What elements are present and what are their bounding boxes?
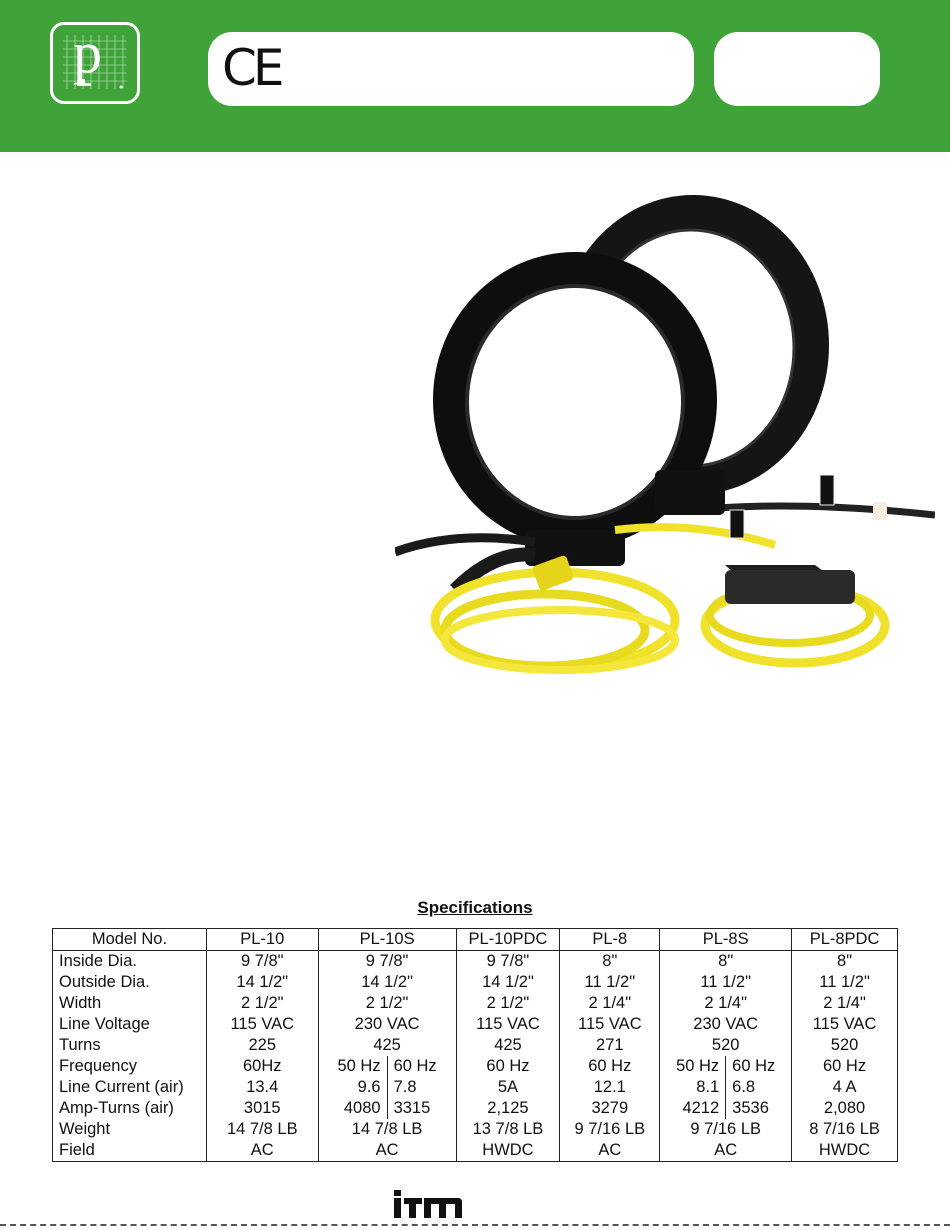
table-cell: 60 Hz xyxy=(560,1056,660,1077)
table-row xyxy=(53,1098,898,1119)
split-value-right: 3536 xyxy=(732,1099,769,1117)
table-cell: 2,080 xyxy=(792,1098,898,1119)
table-cell: 2 1/2" xyxy=(456,993,560,1014)
column-header: PL-8S xyxy=(660,929,792,951)
table-cell: 9 7/16 LB xyxy=(560,1119,660,1140)
ce-mark: CE xyxy=(222,39,281,97)
table-cell: 8" xyxy=(560,951,660,973)
table-cell: 11 1/2" xyxy=(560,972,660,993)
table-cell: 2 1/4" xyxy=(660,993,792,1014)
table-cell: 520 xyxy=(660,1035,792,1056)
table-cell: AC xyxy=(560,1140,660,1162)
row-label: Weight xyxy=(53,1119,207,1140)
table-cell: 271 xyxy=(560,1035,660,1056)
table-cell: 2 1/2" xyxy=(206,993,318,1014)
row-label: Line Voltage xyxy=(53,1014,207,1035)
split-value-right: 60 Hz xyxy=(732,1057,776,1075)
table-row xyxy=(53,951,898,973)
table-cell: 9 7/16 LB xyxy=(660,1119,792,1140)
table-cell: 115 VAC xyxy=(456,1014,560,1035)
product-photo xyxy=(395,170,935,730)
row-label: Frequency xyxy=(53,1056,207,1077)
table-row xyxy=(53,972,898,993)
table-cell: 3279 xyxy=(560,1098,660,1119)
column-header: PL-8PDC xyxy=(792,929,898,951)
row-label: Turns xyxy=(53,1035,207,1056)
company-logo xyxy=(50,22,140,104)
table-cell: 230 VAC xyxy=(318,1014,456,1035)
table-cell: HWDC xyxy=(456,1140,560,1162)
table-row xyxy=(53,1035,898,1056)
specifications-title: Specifications xyxy=(417,898,533,917)
column-header: PL-10S xyxy=(318,929,456,951)
table-cell: HWDC xyxy=(792,1140,898,1162)
table-cell: 115 VAC xyxy=(792,1014,898,1035)
table-row xyxy=(53,1014,898,1035)
specifications-table xyxy=(52,928,898,1162)
table-cell: 425 xyxy=(318,1035,456,1056)
table-row xyxy=(53,1119,898,1140)
table-cell-split xyxy=(318,1077,456,1098)
table-row xyxy=(53,1140,898,1162)
table-cell: 115 VAC xyxy=(560,1014,660,1035)
split-value-left: 9.6 xyxy=(352,1077,388,1098)
table-cell: 14 1/2" xyxy=(206,972,318,993)
table-header-row xyxy=(53,929,898,951)
table-cell: 13.4 xyxy=(206,1077,318,1098)
itm-brand-logo xyxy=(392,1188,464,1225)
table-cell: 8" xyxy=(792,951,898,973)
split-value-right: 60 Hz xyxy=(393,1057,437,1075)
table-cell: 520 xyxy=(792,1035,898,1056)
column-header: PL-10 xyxy=(206,929,318,951)
page-cut-line xyxy=(0,1224,950,1226)
table-cell-split xyxy=(318,1056,456,1077)
table-cell: 230 VAC xyxy=(660,1014,792,1035)
table-cell: 14 1/2" xyxy=(318,972,456,993)
table-cell: 11 1/2" xyxy=(792,972,898,993)
table-cell: 12.1 xyxy=(560,1077,660,1098)
table-cell-split xyxy=(318,1098,456,1119)
model-pill xyxy=(714,32,880,106)
row-label: Width xyxy=(53,993,207,1014)
table-cell: 14 7/8 LB xyxy=(206,1119,318,1140)
column-header: PL-10PDC xyxy=(456,929,560,951)
split-value-left: 4212 xyxy=(676,1098,726,1119)
table-cell: 2 1/4" xyxy=(560,993,660,1014)
split-value-right: 6.8 xyxy=(732,1078,756,1096)
table-cell-split xyxy=(660,1056,792,1077)
table-cell: 13 7/8 LB xyxy=(456,1119,560,1140)
table-cell: 60 Hz xyxy=(456,1056,560,1077)
ce-certification-pill xyxy=(208,32,694,106)
table-row xyxy=(53,1077,898,1098)
split-value-left: 4080 xyxy=(338,1098,388,1119)
row-label: Inside Dia. xyxy=(53,951,207,973)
table-cell: 8" xyxy=(660,951,792,973)
table-cell: 8 7/16 LB xyxy=(792,1119,898,1140)
row-label: Amp-Turns (air) xyxy=(53,1098,207,1119)
row-label: Field xyxy=(53,1140,207,1162)
table-cell: 3015 xyxy=(206,1098,318,1119)
table-cell: AC xyxy=(206,1140,318,1162)
table-cell: 115 VAC xyxy=(206,1014,318,1035)
table-cell: 60Hz xyxy=(206,1056,318,1077)
table-cell: 5A xyxy=(456,1077,560,1098)
logo-letter: p xyxy=(73,20,102,85)
row-label: Outside Dia. xyxy=(53,972,207,993)
split-value-right: 3315 xyxy=(393,1099,431,1117)
table-cell-split xyxy=(660,1077,792,1098)
table-cell: 9 7/8" xyxy=(318,951,456,973)
table-cell: AC xyxy=(318,1140,456,1162)
table-cell: AC xyxy=(660,1140,792,1162)
table-cell: 425 xyxy=(456,1035,560,1056)
table-cell: 11 1/2" xyxy=(660,972,792,993)
table-cell: 60 Hz xyxy=(792,1056,898,1077)
split-value-right: 7.8 xyxy=(393,1078,417,1096)
table-cell-split xyxy=(660,1098,792,1119)
table-cell: 9 7/8" xyxy=(456,951,560,973)
header-banner xyxy=(0,0,950,152)
table-cell: 4 A xyxy=(792,1077,898,1098)
table-cell: 14 7/8 LB xyxy=(318,1119,456,1140)
split-value-left: 50 Hz xyxy=(331,1056,387,1077)
column-header: PL-8 xyxy=(560,929,660,951)
table-cell: 2,125 xyxy=(456,1098,560,1119)
column-header: Model No. xyxy=(53,929,207,951)
table-cell: 225 xyxy=(206,1035,318,1056)
split-value-left: 50 Hz xyxy=(670,1056,726,1077)
table-row xyxy=(53,1056,898,1077)
row-label: Line Current (air) xyxy=(53,1077,207,1098)
split-value-left: 8.1 xyxy=(690,1077,726,1098)
table-row xyxy=(53,993,898,1014)
table-cell: 2 1/2" xyxy=(318,993,456,1014)
table-cell: 2 1/4" xyxy=(792,993,898,1014)
table-cell: 14 1/2" xyxy=(456,972,560,993)
table-cell: 9 7/8" xyxy=(206,951,318,973)
